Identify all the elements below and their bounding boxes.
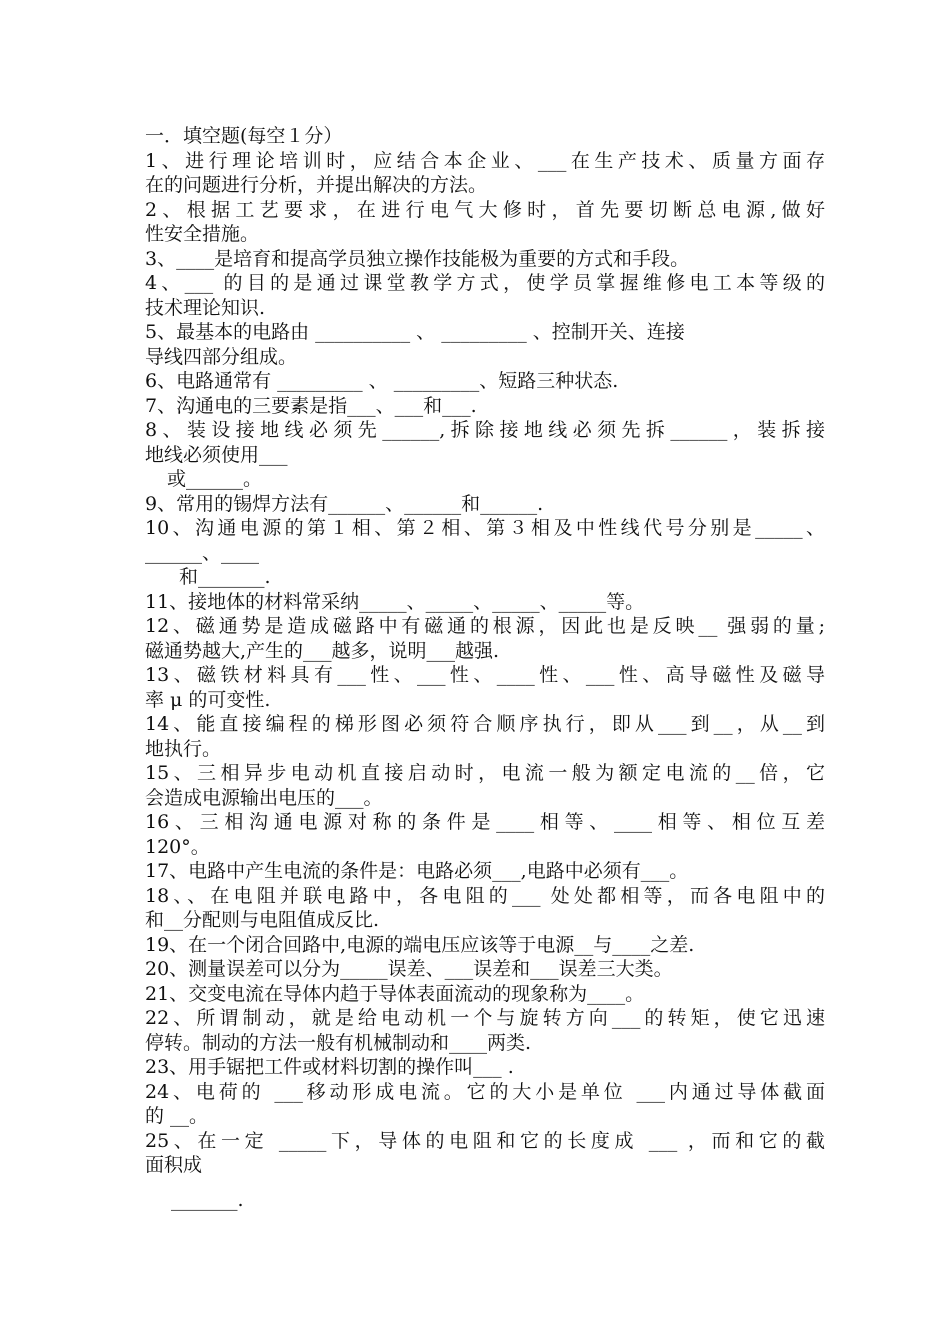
question-7-line-1: 7、沟通电的三要素是指___、___和___. — [145, 394, 477, 417]
question-21-line-1: 21、交变电流在导体内趋于导体表面流动的现象称为____。 — [145, 982, 645, 1005]
question-12-line-1: 12、磁通势是造成磁路中有磁通的根源，因此也是反映__ 强弱的量; — [145, 615, 825, 637]
question-15-line-1: 15、三相异步电动机直接启动时，电流一般为额定电流的__倍，它 — [145, 762, 825, 784]
question-16-line-2: 120°。 — [145, 835, 210, 858]
question-8-line-2: 地线必须使用___ — [145, 443, 288, 466]
question-24-line-1: 24、电荷的 ___移动形成电流。它的大小是单位 ___内通过导体截面 — [145, 1080, 825, 1103]
question-5-line-1: 5、最基本的电路由 __________ 、 _________ 、控制开关、连接 — [145, 321, 685, 343]
question-25-line-2: 面积成 — [145, 1154, 203, 1176]
question-22-line-2: 停转。制动的方法一般有机械制动和____两类. — [145, 1031, 532, 1054]
question-1-line-1: 1、进行理论培训时，应结合本企业、___在生产技术、质量方面存 — [145, 149, 825, 172]
question-2-line-1: 2、根据工艺要求，在进行电气大修时，首先要切断总电源,做好 — [145, 198, 825, 221]
question-3-line-1: 3、____是培育和提高学员独立操作技能极为重要的方式和手段。 — [145, 247, 690, 270]
question-10-line-3: 和_______. — [179, 566, 271, 588]
question-10-line-2: ______、____ — [145, 541, 260, 564]
question-9-line-1: 9、常用的锡焊方法有______、______和______. — [145, 492, 544, 515]
question-12-line-2: 磁通势越大,产生的___越多，说明___越强. — [145, 639, 500, 662]
question-11-line-1: 11、接地体的材料常采纳_____、_____、_____、_____等。 — [145, 590, 645, 613]
question-1-line-2: 在的问题进行分析，并提出解决的方法。 — [145, 174, 488, 196]
question-14-line-1: 14、能直接编程的梯形图必须符合顺序执行，即从___到__，从__到 — [145, 713, 825, 735]
question-8-line-1: 8、装设接地线必须先______,拆除接地线必须先拆______，装拆接 — [145, 419, 825, 441]
question-6-line-1: 6、电路通常有 _________ 、 _________、短路三种状态. — [145, 370, 619, 392]
question-18-line-2: 和__分配则与电阻值成反比. — [145, 909, 380, 931]
question-20-line-1: 20、测量误差可以分为_____误差、___误差和___误差三大类。 — [145, 958, 673, 980]
question-25-line-3: _______. — [171, 1188, 244, 1211]
question-25-line-1: 25、在一定 _____下，导体的电阻和它的长度成 ___ ，而和它的截 — [145, 1129, 825, 1152]
question-4-line-2: 技术理论知识. — [145, 296, 266, 319]
question-14-line-2: 地执行。 — [145, 737, 222, 760]
question-5-line-2: 导线四部分组成。 — [145, 345, 298, 368]
question-2-line-2: 性安全措施。 — [145, 223, 260, 245]
question-8-line-3: 或______。 — [167, 468, 263, 490]
document-page — [145, 124, 825, 1212]
question-4-line-1: 4、___ 的目的是通过课堂教学方式，使学员掌握维修电工本等级的 — [145, 272, 825, 294]
question-18-line-1: 18、、在电阻并联电路中，各电阻的___ 处处都相等，而各电阻中的 — [145, 884, 825, 907]
question-23-line-1: 23、用手锯把工件或材料切割的操作叫___ . — [145, 1056, 514, 1078]
question-22-line-1: 22、所谓制动，就是给电动机一个与旋转方向___的转矩，使它迅速 — [145, 1007, 825, 1029]
question-13-line-1: 13、磁铁材料具有___性、___性、____性、___性、高导磁性及磁导 — [145, 664, 825, 686]
question-15-line-2: 会造成电源输出电压的___。 — [145, 786, 383, 809]
section-title: 一．填空题(每空１分） — [145, 125, 343, 147]
question-10-line-1: 10、沟通电源的第１相、第２相、第３相及中性线代号分别是_____、 — [145, 517, 825, 539]
question-16-line-1: 16、三相沟通电源对称的条件是____相等、____相等、相位互差 — [145, 811, 825, 833]
line-spacer — [145, 1178, 825, 1188]
question-24-line-2: 的 __。 — [145, 1105, 209, 1127]
question-19-line-1: 19、在一个闭合回路中,电源的端电压应该等于电源__与____之差. — [145, 933, 695, 956]
question-13-line-2: 率 μ 的可变性. — [145, 688, 271, 711]
question-17-line-1: 17、电路中产生电流的条件是：电路必须___,电路中必须有___。 — [145, 860, 689, 882]
